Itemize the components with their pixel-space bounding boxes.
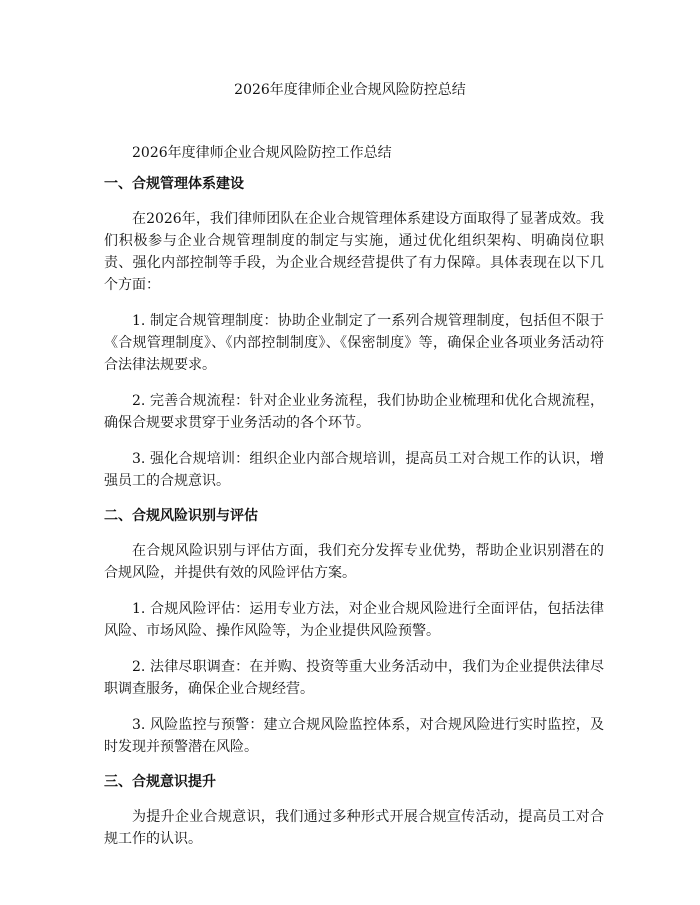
list-item: 2. 完善合规流程：针对企业业务流程，我们协助企业梳理和优化合规流程，确保合规要求贯穿于业务活动的各个环节。 xyxy=(104,393,604,431)
section-intro: 在2026年，我们律师团队在企业合规管理体系建设方面取得了显著成效。我们积极参与企业合规管理制度的制定与实施，通过优化组织架构、明确岗位职责、强化内部控制等手段，为企业合规经营提供了有力保障。具体表现在以下几个方面： xyxy=(104,211,604,293)
section-list xyxy=(104,310,604,492)
section-heading: 三、合规意识提升 xyxy=(104,774,216,790)
document-body xyxy=(104,143,604,864)
section-compliance-system xyxy=(104,174,604,492)
section-list xyxy=(104,598,604,758)
section-heading: 二、合规风险识别与评估 xyxy=(104,508,258,524)
list-item: 2. 法律尽职调查：在并购、投资等重大业务活动中，我们为企业提供法律尽职调查服务，确保企业合规经营。 xyxy=(104,659,604,697)
document-subtitle: 2026年度律师企业合规风险防控工作总结 xyxy=(132,145,392,161)
section-intro: 在合规风险识别与评估方面，我们充分发挥专业优势，帮助企业识别潜在的合规风险，并提供有效的风险评估方案。 xyxy=(104,543,604,581)
section-intro: 为提升企业合规意识，我们通过多种形式开展合规宣传活动，提高员工对合规工作的认识。 xyxy=(104,809,604,847)
list-item: 3. 风险监控与预警：建立合规风险监控体系，对合规风险进行实时监控，及时发现并预警潜在风险。 xyxy=(104,717,604,755)
list-item: 1. 合规风险评估：运用专业方法，对企业合规风险进行全面评估，包括法律风险、市场风险、操作风险等，为企业提供风险预警。 xyxy=(104,601,604,639)
list-item: 1. 制定合规管理制度：协助企业制定了一系列合规管理制度，包括但不限于《合规管理制度》、《内部控制制度》、《保密制度》等，确保企业各项业务活动符合法律法规要求。 xyxy=(104,313,604,373)
list-item: 3. 强化合规培训：组织企业内部合规培训，提高员工对合规工作的认识，增强员工的合规意识。 xyxy=(104,451,604,489)
document-title: 2026年度律师企业合规风险防控总结 xyxy=(234,82,466,98)
section-heading: 一、合规管理体系建设 xyxy=(104,176,244,192)
section-compliance-awareness xyxy=(104,772,604,850)
section-risk-identification xyxy=(104,506,604,758)
